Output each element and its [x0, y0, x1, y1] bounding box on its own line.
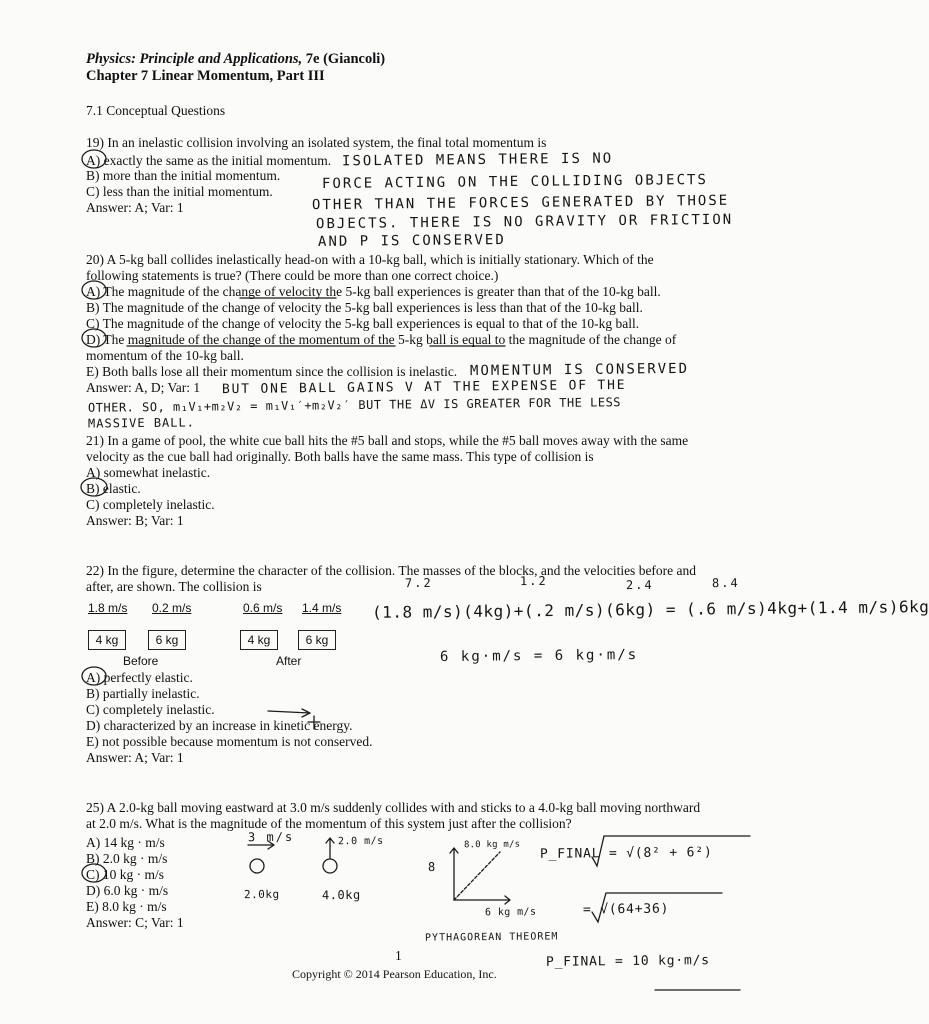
q20-option-b: B) The magnitude of the change of velocity the 5-kg ball experiences is less than that of the 10-kg ball. [86, 300, 643, 315]
q25-option-e: E) 8.0 kg · m/s [86, 899, 167, 914]
fig-v-before-1: 1.8 m/s [88, 601, 128, 615]
fig-v-before-2: 0.2 m/s [152, 601, 192, 615]
q20-note-2: BUT ONE BALL GAINS V AT THE EXPENSE OF THE [221, 377, 627, 398]
q25-eq3: P_FINAL = 10 kg·m/s [545, 953, 710, 970]
q25-east-arrow [248, 841, 274, 849]
q25-eq1: P_FINAL = √(8² + 6²) [539, 845, 713, 862]
q22-equation: (1.8 m/s)(4kg)+(.2 m/s)(6kg) = (.6 m/s)4kg+(1.4 m/s)6kg [371, 597, 929, 622]
q22-option-e: E) not possible because momentum is not conserved. [86, 734, 373, 749]
q20-answer: Answer: A, D; Var: 1 [86, 380, 201, 395]
q22-answer: Answer: A; Var: 1 [86, 750, 184, 765]
q20-d-answer-circle [82, 329, 106, 347]
q21-stem-2: velocity as the cue ball had originally. Both balls have the same mass. This type of collision is [86, 449, 594, 464]
q25-vertical-vector [450, 848, 458, 900]
q25-option-c: C) 10 kg · m/s [86, 867, 165, 882]
q25-sqrt-1 [592, 836, 750, 866]
fig-v-after-1: 0.6 m/s [243, 601, 283, 615]
q20-note-1: MOMENTUM IS CONSERVED [469, 360, 690, 380]
q19-stem: 19) In an inelastic collision involving an isolated system, the final total momentum is [86, 135, 547, 150]
q25-sqrt-2 [592, 893, 722, 922]
q19-option-a: A) exactly the same as the initial momentum. [86, 153, 332, 168]
fig-label-after: After [276, 654, 302, 668]
q19-note-5: AND P IS CONSERVED [317, 232, 506, 250]
q22-option-b: B) partially inelastic. [86, 686, 200, 701]
q25-m2: 4.0kg [321, 887, 361, 903]
chapter-title: Chapter 7 Linear Momentum, Part III [86, 68, 325, 84]
q25-north-arrow [326, 838, 334, 858]
q20-option-a: A) The magnitude of the change of velocity the 5-kg ball experiences is greater than that of the 10-kg ball. [86, 284, 661, 299]
q25-theorem: PYTHAGOREAN THEOREM [424, 931, 559, 944]
page-number: 1 [395, 948, 402, 963]
q19-note-2: FORCE ACTING ON THE COLLIDING OBJECTS [321, 171, 708, 193]
q25-option-a: A) 14 kg · m/s [86, 835, 165, 850]
q22-arrow-sketch [268, 709, 310, 717]
q19-note-3: OTHER THAN THE FORCES GENERATED BY THOSE [311, 192, 730, 214]
q22-product-4: 8.4 [711, 575, 740, 591]
q25-vector-base: 6 kg m/s [484, 906, 537, 919]
edition: 7e (Giancoli) [305, 51, 386, 67]
q22-result: 6 kg·m/s = 6 kg·m/s [439, 646, 639, 666]
q22-option-a: A) perfectly elastic. [86, 670, 193, 685]
q21-stem-1: 21) In a game of pool, the white cue ball hits the #5 ball and stops, while the #5 ball moves away with the same [86, 433, 689, 448]
q19-answer: Answer: A; Var: 1 [86, 200, 184, 215]
q22-product-1: 7.2 [404, 575, 433, 591]
q25-answer-circle [82, 864, 106, 882]
q21-option-a: A) somewhat inelastic. [86, 465, 211, 480]
q22-product-2: 1.2 [519, 573, 548, 589]
q25-ball-1 [250, 859, 264, 873]
q20-option-c: C) The magnitude of the change of velocity the 5-kg ball experiences is equal to that of the 10-kg ball. [86, 316, 640, 331]
q25-eq2: = √(64+36) [582, 901, 670, 918]
q25-ball-2 [323, 859, 337, 873]
q22-option-d: D) characterized by an increase in kinetic energy. [86, 718, 353, 733]
book-title: Physics: Principle and Applications, [86, 51, 303, 67]
q25-v1: 3 m/s [247, 829, 295, 845]
q25-v2: 2.0 m/s [337, 835, 384, 848]
q19-note-4: OBJECTS. THERE IS NO GRAVITY OR FRICTION [315, 211, 734, 233]
fig-label-before: Before [123, 654, 159, 668]
q25-vector-side: 8 [427, 859, 438, 875]
q25-stem-1: 25) A 2.0-kg ball moving eastward at 3.0 m/s suddenly collides with and sticks to a 4.0-kg ball moving northward [86, 800, 701, 815]
q20-note-3: OTHER. SO, m₁V₁+m₂V₂ = m₁V₁′+m₂V₂′ BUT THE ΔV IS GREATER FOR THE LESS [87, 395, 622, 415]
q20-note-4: MASSIVE BALL. [87, 415, 195, 431]
q22-answer-circle [82, 667, 106, 685]
q20-a-answer-circle [82, 281, 106, 299]
section-title: 7.1 Conceptual Questions [86, 103, 226, 118]
q21-option-c: C) completely inelastic. [86, 497, 215, 512]
q22-product-3: 2.4 [625, 577, 654, 593]
q22-option-c: C) completely inelastic. [86, 702, 215, 717]
fig-v-after-2: 1.4 m/s [302, 601, 342, 615]
fig-after-block-4kg: 4 kg [240, 630, 278, 650]
q20-stem-1: 20) A 5-kg ball collides inelastically head-on with a 10-kg ball, which is initially stationary. Which of the [86, 252, 654, 267]
fig-before-block-6kg: 6 kg [148, 630, 186, 650]
q25-answer: Answer: C; Var: 1 [86, 915, 184, 930]
q21-option-b: B) elastic. [86, 481, 141, 496]
q21-answer-circle [81, 478, 107, 496]
q19-note-1: ISOLATED MEANS THERE IS NO [341, 150, 614, 170]
copyright: Copyright © 2014 Pearson Education, Inc. [292, 967, 497, 981]
q20-option-d: D) The magnitude of the change of the momentum of the 5-kg ball is equal to the magnitude of the change of [86, 332, 677, 347]
q19-answer-circle [82, 150, 106, 168]
q22-plus-sketch [308, 716, 320, 729]
q25-vector-p: 8.0 kg m/s [463, 839, 521, 851]
q22-stem-1: 22) In the figure, determine the character of the collision. The masses of the blocks, and the velocities before and [86, 563, 697, 578]
q21-answer: Answer: B; Var: 1 [86, 513, 184, 528]
q25-m1: 2.0kg [243, 887, 280, 902]
q19-option-c: C) less than the initial momentum. [86, 184, 273, 199]
q22-stem-2: after, are shown. The collision is [86, 579, 262, 594]
q20-stem-2: following statements is true? (There could be more than one correct choice.) [86, 268, 499, 283]
q20-option-e: E) Both balls lose all their momentum since the collision is inelastic. [86, 364, 458, 379]
fig-after-block-6kg: 6 kg [298, 630, 336, 650]
q25-option-d: D) 6.0 kg · m/s [86, 883, 169, 898]
q25-option-b: B) 2.0 kg · m/s [86, 851, 168, 866]
q19-option-b: B) more than the initial momentum. [86, 168, 281, 183]
q25-stem-2: at 2.0 m/s. What is the magnitude of the momentum of this system just after the collision? [86, 816, 572, 831]
fig-before-block-4kg: 4 kg [88, 630, 126, 650]
q20-option-d-cont: momentum of the 10-kg ball. [86, 348, 244, 363]
q25-resultant-vector [454, 852, 500, 900]
q25-horizontal-vector [454, 896, 510, 904]
